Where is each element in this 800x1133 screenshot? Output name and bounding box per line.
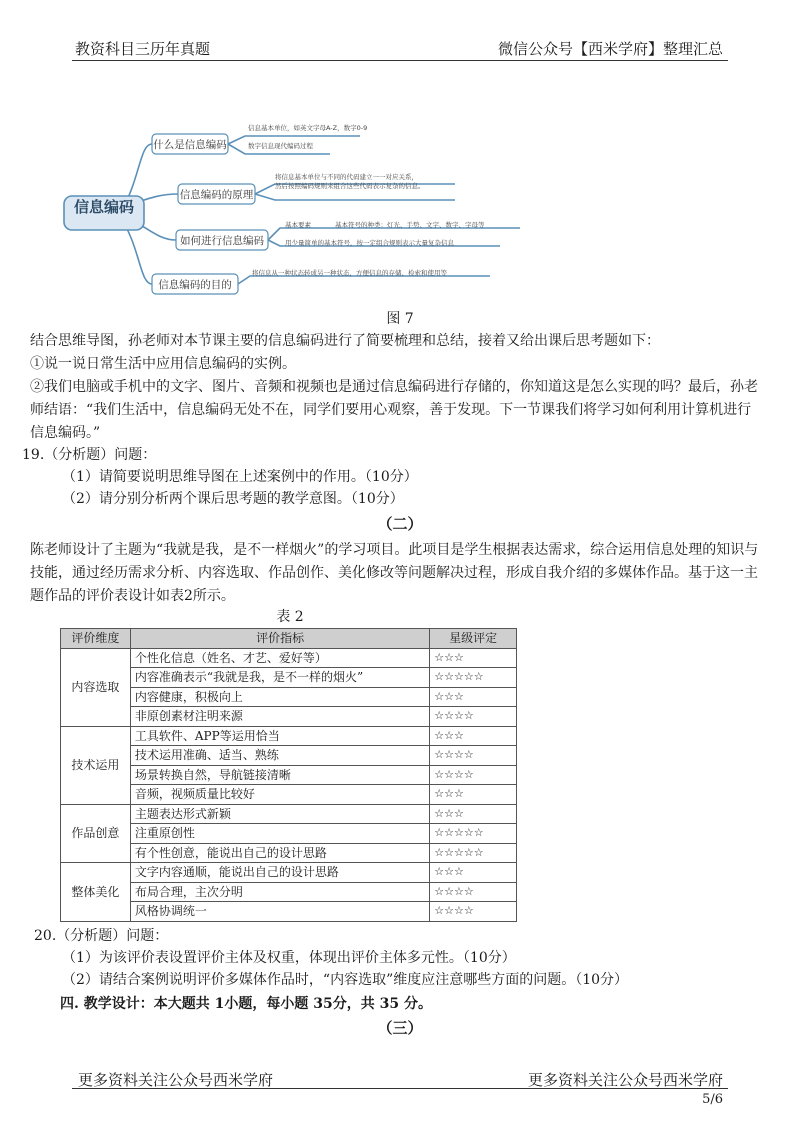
q19-title: 19.（分析题）问题：	[22, 447, 157, 463]
table-stars-cell: ☆☆☆☆☆	[430, 843, 517, 863]
part-4-title: 四. 教学设计：本大题共 1小题，每小题 35分，共 35 分。	[60, 996, 432, 1012]
footer-right-text: 更多资料关注公众号西米学府	[527, 1071, 723, 1089]
table-indicator-cell: 场景转换自然，导航链接清晰	[130, 765, 429, 785]
mind-map-note: 将信息从一种状态转成另一种状态，方便信息的存储、检索和使用等	[252, 269, 447, 277]
mind-map-note: 信息基本单位，如英文字母A-Z，数字0-9	[248, 124, 368, 132]
header-left-title: 教资科目三历年真题	[75, 40, 211, 58]
q20-sub1: （1）为该评价表设置评价主体及权重，体现出评价主体多元性。（10分）	[62, 950, 516, 966]
table-row	[61, 726, 517, 746]
header-right-title: 微信公众号【西米学府】整理汇总	[497, 40, 723, 58]
mind-map-root-label: 信息编码	[73, 198, 134, 216]
table-stars-cell: ☆☆☆	[430, 648, 517, 668]
table-indicator-cell: 个性化信息（姓名、才艺、爱好等）	[130, 648, 429, 668]
table-stars-cell: ☆☆☆	[430, 785, 517, 805]
mind-map-note: 数字信息现代编码过程	[248, 142, 313, 150]
mind-map-note: 基本要素	[285, 221, 311, 229]
mind-map-note: 基本符号的种类：灯光、手势、文字、数字、字母等	[335, 221, 485, 229]
table-stars-cell: ☆☆☆	[430, 726, 517, 746]
table-stars-cell: ☆☆☆☆	[430, 902, 517, 922]
table-indicator-cell: 技术运用准确、适当、熟练	[130, 746, 429, 766]
table-stars-cell: ☆☆☆☆	[430, 882, 517, 902]
section-3-title: （三）	[377, 1019, 423, 1037]
table-row	[61, 863, 517, 883]
table-stars-cell: ☆☆☆	[430, 687, 517, 707]
footer-divider	[72, 1088, 728, 1089]
q19-sub2: （2）请分别分析两个课后思考题的教学意图。（10分）	[62, 491, 404, 507]
table-stars-cell: ☆☆☆	[430, 863, 517, 883]
table-header: 评价维度	[61, 629, 131, 649]
table-dimension-cell: 内容选取	[61, 648, 131, 726]
table-indicator-cell: 注重原创性	[130, 824, 429, 844]
mind-map-branch-1: 什么是信息编码	[153, 139, 227, 151]
table-indicator-cell: 非原创素材注明来源	[130, 707, 429, 727]
figure-caption: 图 7	[386, 311, 414, 327]
mind-map-note: 将信息基本单位与不同的代码建立一一对应关系，	[275, 173, 418, 181]
table-dimension-cell: 整体美化	[61, 863, 131, 922]
page-number: 5/6	[702, 1092, 723, 1107]
table-indicator-cell: 工具软件、APP等运用恰当	[130, 726, 429, 746]
q20-title: 20.（分析题）问题：	[34, 928, 169, 944]
q20-sub2: （2）请结合案例说明评价多媒体作品时，“内容选取”维度应注意哪些方面的问题。（10分）	[62, 972, 629, 988]
q19-sub1: （1）请简要说明思维导图在上述案例中的作用。（10分）	[62, 469, 418, 485]
table-dimension-cell: 技术运用	[61, 726, 131, 804]
table-header-row	[61, 629, 517, 649]
table-stars-cell: ☆☆☆☆☆	[430, 668, 517, 688]
mind-map-branch-3: 如何进行信息编码	[180, 235, 264, 247]
table-stars-cell: ☆☆☆☆	[430, 707, 517, 727]
table-indicator-cell: 内容准确表示“我就是我，是不一样的烟火”	[130, 668, 429, 688]
table-stars-cell: ☆☆☆	[430, 804, 517, 824]
evaluation-table	[60, 628, 517, 922]
header-divider	[72, 60, 728, 61]
table-caption: 表 2	[276, 609, 304, 625]
table-stars-cell: ☆☆☆☆	[430, 765, 517, 785]
mind-map-note: 用少量简单的基本符号，按一定组合规则表示大量复杂信息	[285, 239, 454, 247]
table-header: 评价指标	[130, 629, 429, 649]
table-indicator-cell: 布局合理，主次分明	[130, 882, 429, 902]
table-indicator-cell: 音频，视频质量比较好	[130, 785, 429, 805]
passage-intro: 结合思维导图，孙老师对本节课主要的信息编码进行了简要梳理和总结，接着又给出课后思考题如下：	[30, 333, 660, 349]
table-header: 星级评定	[430, 629, 517, 649]
table-indicator-cell: 内容健康，积极向上	[130, 687, 429, 707]
table-stars-cell: ☆☆☆☆☆	[430, 824, 517, 844]
table-indicator-cell: 风格协调统一	[130, 902, 429, 922]
table-stars-cell: ☆☆☆☆	[430, 746, 517, 766]
table-indicator-cell: 主题表达形式新颖	[130, 804, 429, 824]
table-indicator-cell: 有个性创意，能说出自己的设计思路	[130, 843, 429, 863]
table-row	[61, 804, 517, 824]
mind-map-branch-4: 信息编码的目的	[158, 279, 232, 291]
section-2-paragraph: 陈老师设计了主题为“我就是我，是不一样烟火”的学习项目。此项目是学生根据表达需求，综合运用信息处理的知识与技能，通过经历需求分析、内容选取、作品创作、美化修改等问题解决过程，形成自我介绍的多媒体作品。基于这一主题作品的评价表设计如表2所示。	[30, 542, 759, 604]
passage-question-2: ②我们电脑或手机中的文字、图片、音频和视频也是通过信息编码进行存储的，你知道这是怎么实现的吗？最后，孙老师结语：“我们生活中，信息编码无处不在，同学们要用心观察，善于发现。下一节课我们将学习如何利用计算机进行信息编码。”	[30, 379, 758, 441]
table-indicator-cell: 文字内容通顺，能说出自己的设计思路	[130, 863, 429, 883]
section-2-title: （二）	[377, 515, 423, 533]
footer-left-text: 更多资料关注公众号西米学府	[78, 1071, 274, 1089]
table-row	[61, 648, 517, 668]
mind-map-note: 然后按照编码规则来组合这些代码表示复杂的信息。	[275, 182, 425, 190]
mind-map-branch-2: 信息编码的原理	[179, 189, 254, 201]
passage-question-1: ①说一说日常生活中应用信息编码的实例。	[30, 356, 296, 372]
table-dimension-cell: 作品创意	[61, 804, 131, 863]
